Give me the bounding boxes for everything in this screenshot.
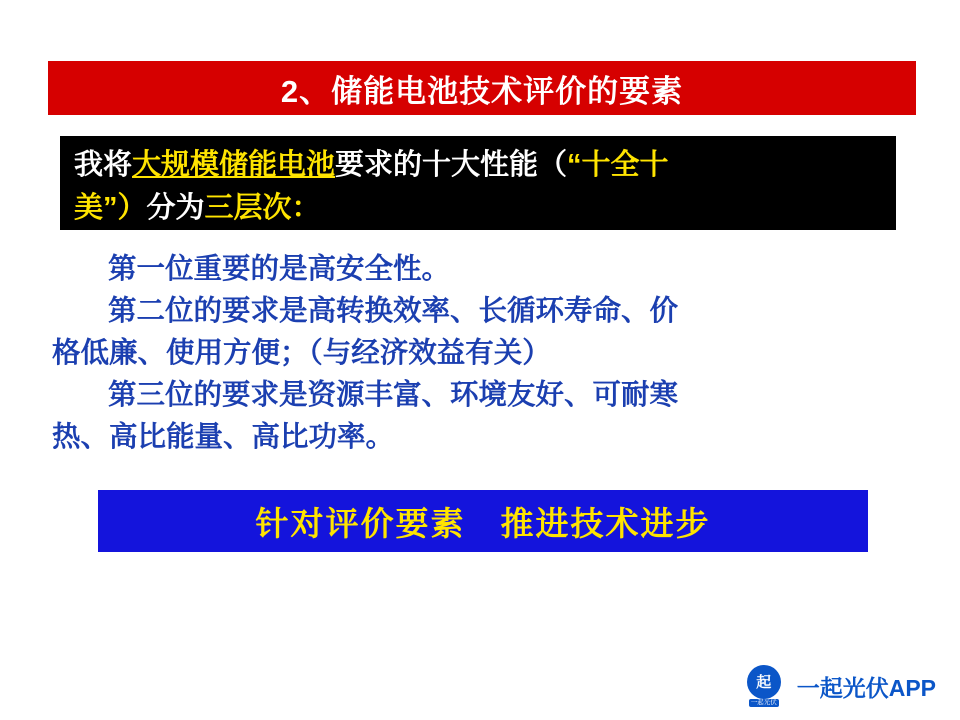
logo-mark-text: 起	[756, 673, 772, 691]
watermark-logo	[747, 664, 936, 708]
body-paragraph-5: 热、高比能量、高比功率。	[52, 421, 395, 453]
lead-in-line-1	[74, 144, 882, 187]
conclusion-banner	[98, 490, 868, 552]
body-paragraph-2: 第二位的要求是高转换效率、长循环寿命、价	[108, 295, 679, 327]
page-title: 2、储能电池技术评价的要素	[280, 73, 684, 109]
logo-label: 一起光伏APP	[796, 674, 936, 701]
lead-in-line-2	[74, 187, 882, 230]
body-paragraph-1: 第一位重要的是高安全性。	[108, 253, 451, 285]
lead-in-block	[60, 136, 896, 230]
lead-highlight-2: “十全十	[567, 149, 669, 181]
logo-badge-icon	[747, 665, 789, 707]
slide-title-bar	[48, 61, 916, 115]
body-text-block	[52, 248, 922, 458]
body-paragraph-4: 第三位的要求是资源丰富、环境友好、可耐寒	[108, 379, 679, 411]
body-paragraph-3: 格低廉、使用方便；（与经济效益有关）	[52, 337, 551, 369]
logo-disc	[747, 665, 781, 699]
logo-tag: 一起光伏	[750, 698, 777, 706]
lead-text-2: 要求的十大性能（	[335, 149, 568, 181]
lead-text-3: 分为	[146, 192, 205, 224]
lead-highlight-3: 美”）	[74, 192, 147, 224]
conclusion-banner-text: 针对评价要素 推进技术进步	[255, 504, 711, 542]
lead-highlight-1: 大规模储能电池	[132, 149, 336, 181]
lead-highlight-4: 三层次：	[204, 192, 321, 224]
lead-text-1: 我将	[74, 149, 133, 181]
